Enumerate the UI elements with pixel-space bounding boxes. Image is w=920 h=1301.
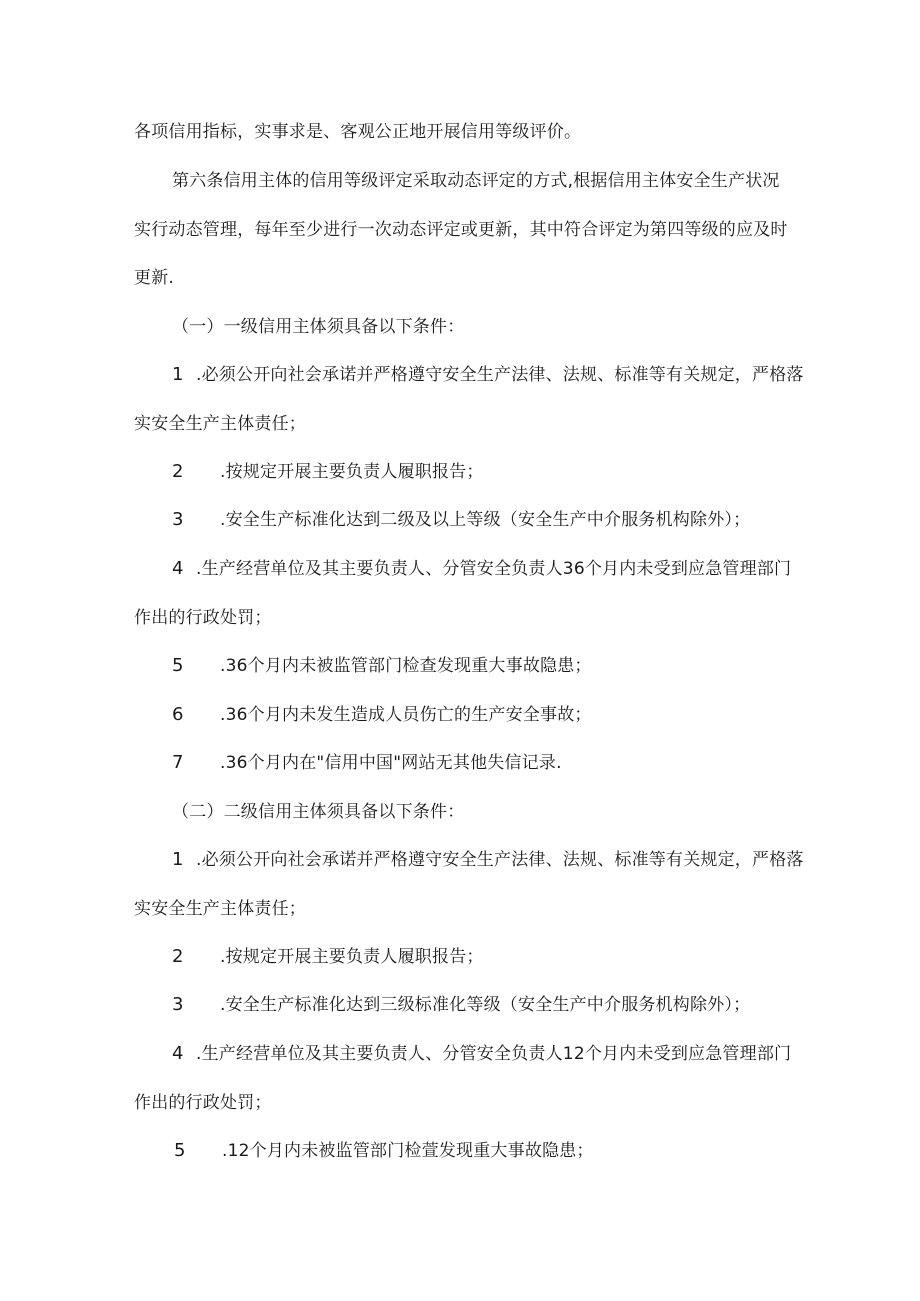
level1-item-1-number: 1	[172, 364, 184, 385]
level1-item-5-text: .36个月内未被监管部门检查发现重大事故隐患；	[220, 656, 592, 676]
level1-item-6-number: 6	[172, 704, 184, 725]
level2-item-4-text: .生产经营单位及其主要负责人、分管安全负责人12个月内未受到应急管理部门	[196, 1044, 792, 1064]
level2-item-3-number: 3	[172, 994, 184, 1015]
paragraph-continuation: 各项信用指标，实事求是、客观公正地开展信用等级评价。	[134, 122, 582, 142]
level1-item-2-text: .按规定开展主要负责人履职报告；	[220, 462, 484, 482]
level1-item-4-number: 4	[172, 558, 184, 579]
level1-item-3-text: .安全生产标准化达到二级及以上等级（安全生产中介服务机构除外）；	[220, 510, 751, 530]
level2-item-2-number: 2	[172, 946, 184, 967]
level1-item-1-text: .必须公开向社会承诺并严格遵守安全生产法律、法规、标准等有关规定，严格落	[196, 365, 804, 385]
level2-item-4-text-cont: 作出的行政处罚；	[134, 1093, 272, 1113]
article-six-line-1: 第六条信用主体的信用等级评定采取动态评定的方式,根据信用主体安全生产状况	[172, 171, 780, 191]
level1-heading: （一）一级信用主体须具备以下条件：	[172, 317, 465, 337]
level1-item-5-number: 5	[172, 655, 184, 676]
level2-item-1-number: 1	[172, 849, 184, 870]
level1-item-4-text-cont: 作出的行政处罚；	[134, 608, 272, 628]
article-six-line-2: 实行动态管理，每年至少进行一次动态评定或更新，其中符合评定为第四等级的应及时	[134, 220, 788, 240]
level2-item-1-text-cont: 实安全生产主体责任；	[134, 899, 306, 919]
level2-item-5-text: .12个月内未被监管部门检萱发现重大事故隐患；	[222, 1141, 594, 1161]
level1-item-6-text: .36个月内未发生造成人员伤亡的生产安全事故；	[220, 705, 592, 725]
level2-item-5-number: 5	[174, 1140, 186, 1161]
level2-heading: （二）二级信用主体须具备以下条件：	[172, 802, 465, 822]
level2-item-2-text: .按规定开展主要负责人履职报告；	[220, 947, 484, 967]
article-six-line-3: 更新.	[134, 268, 175, 288]
level1-item-7-text: .36个月内在"信用中国"网站无其他失信记录.	[220, 753, 562, 773]
level1-item-7-number: 7	[172, 752, 184, 773]
level1-item-1-text-cont: 实安全生产主体责任；	[134, 414, 306, 434]
level2-item-3-text: .安全生产标准化达到三级标准化等级（安全生产中介服务机构除外）；	[220, 995, 751, 1015]
level1-item-2-number: 2	[172, 461, 184, 482]
level1-item-3-number: 3	[172, 509, 184, 530]
level2-item-4-number: 4	[172, 1043, 184, 1064]
level1-item-4-text: .生产经营单位及其主要负责人、分管安全负责人36个月内未受到应急管理部门	[196, 559, 792, 579]
level2-item-1-text: .必须公开向社会承诺并严格遵守安全生产法律、法规、标准等有关规定，严格落	[196, 850, 804, 870]
